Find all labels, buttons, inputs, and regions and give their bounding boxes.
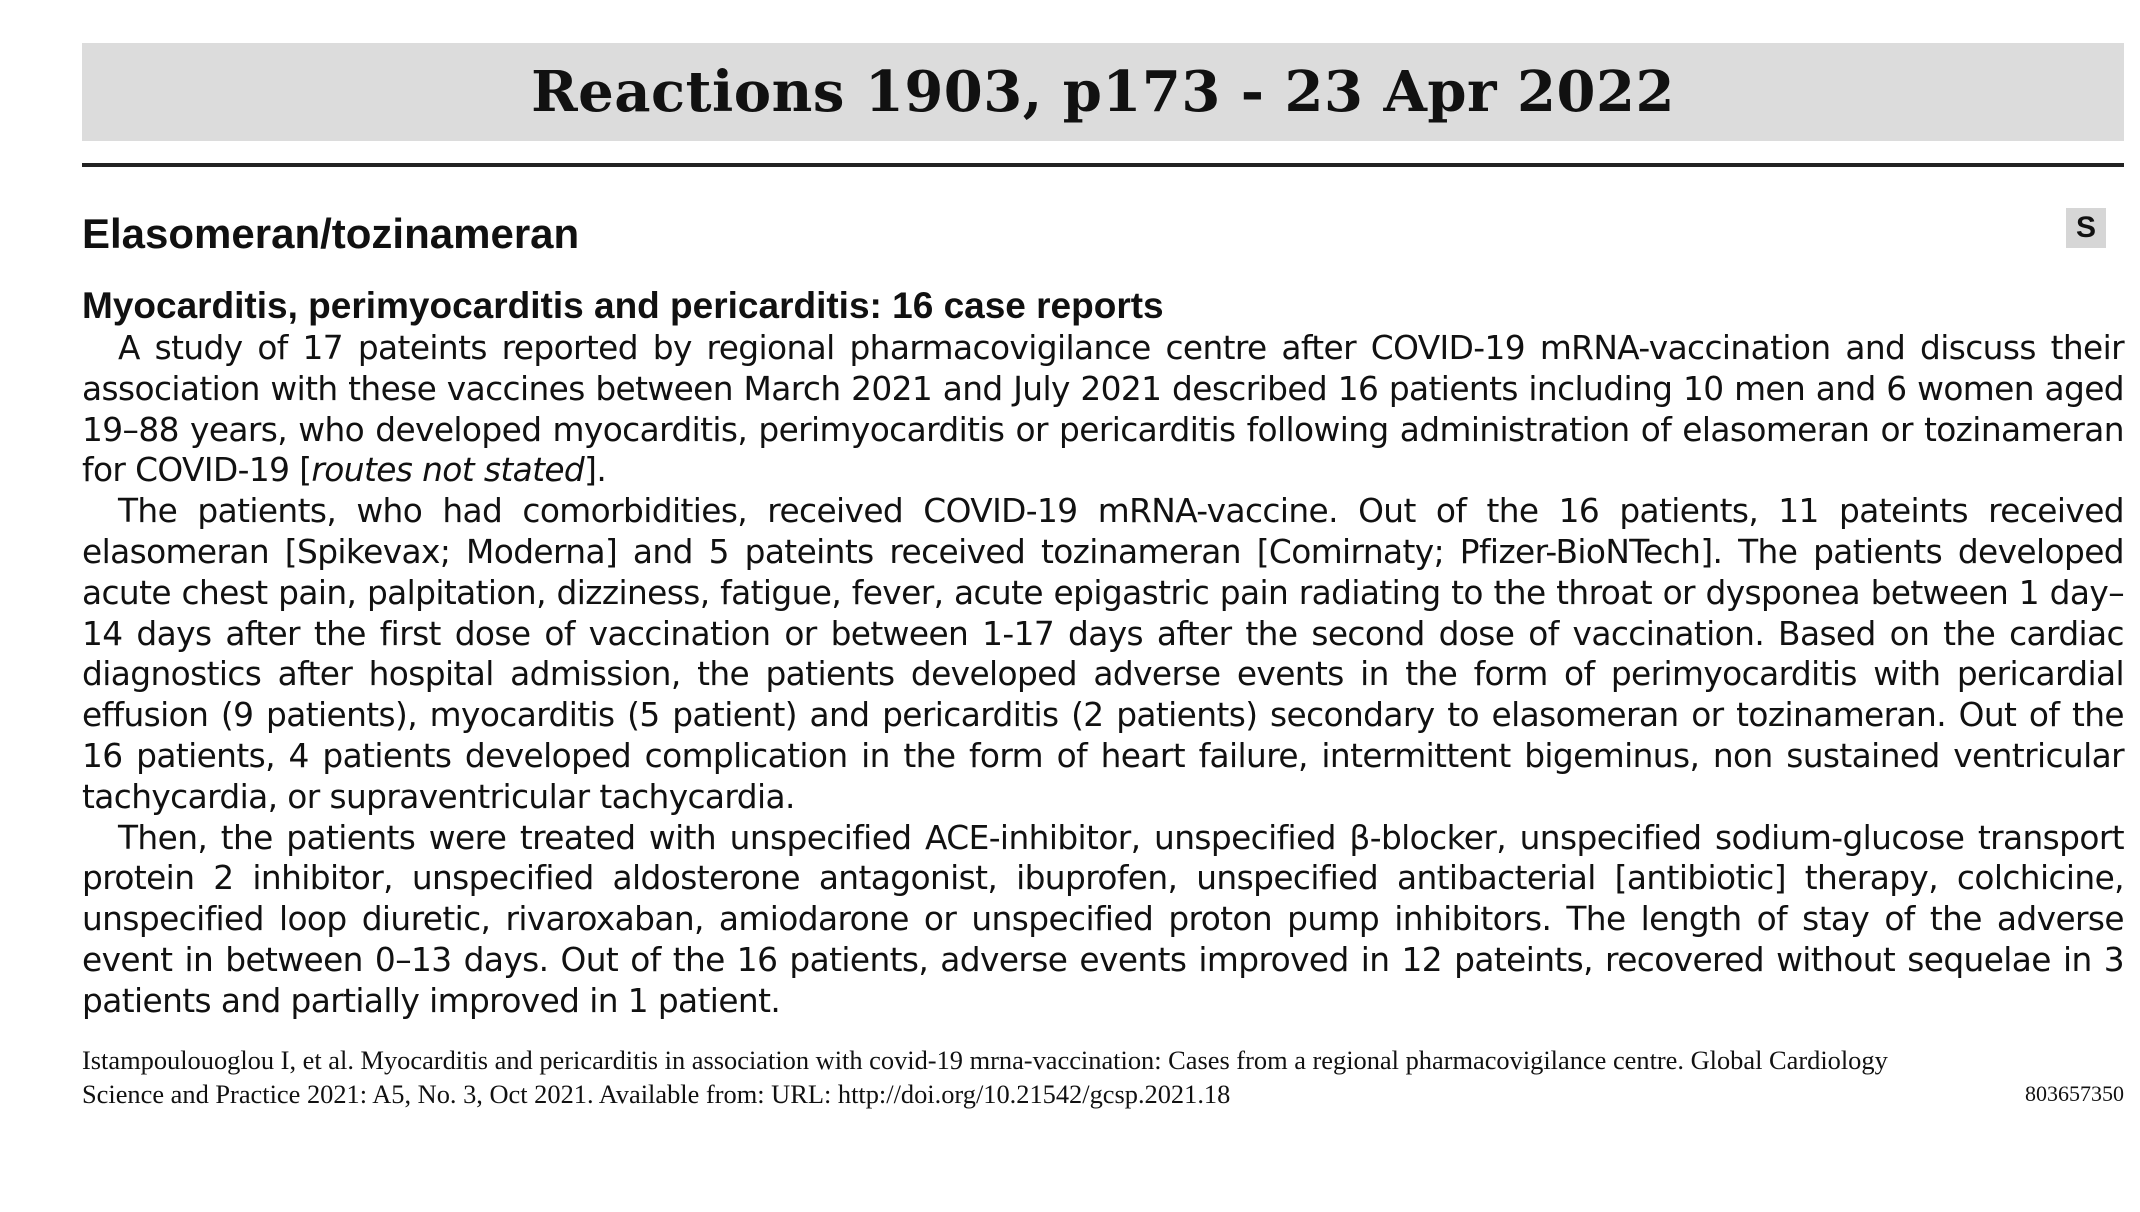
article-body (82, 328, 2124, 1022)
header-divider (82, 163, 2124, 167)
paragraph-1-text: A study of 17 pateints reported by regional pharmacovigilance centre after COVID-19 mRNA-vaccination and discuss their association with these vaccines between March 2021 and July 2021 described 16 patients including 10 men and 6 women aged 19–88 years, who developed myocarditis, perimyocarditis or pericarditis following administration of elasomeran or tozinameran for COVID-19 [ (82, 329, 2124, 490)
drug-name-heading: Elasomeran/tozinameran (82, 210, 580, 257)
reference-citation (82, 1043, 2124, 1111)
paragraph-1-end: ]. (584, 451, 607, 490)
report-id: 803657350 (2025, 1081, 2124, 1106)
serious-badge: S (2066, 208, 2106, 248)
reference-line-2: Science and Practice 2021: A5, No. 3, Oct 2021. Available from: URL: http://doi.org/10.21542/gcsp.2021.18 (82, 1079, 1231, 1109)
article-title: Myocarditis, perimyocarditis and pericarditis: 16 case reports (82, 285, 1164, 326)
reference-line-1: Istampoulouoglou I, et al. Myocarditis and pericarditis in association with covid-19 mrna-vaccination: Cases from a regional pharmacovigilance centre. Global Cardiology (82, 1045, 1888, 1075)
paragraph-1-italic: routes not stated (311, 451, 585, 490)
paragraph-1 (82, 328, 2124, 491)
journal-header-bar (82, 43, 2124, 141)
paragraph-2: The patients, who had comorbidities, received COVID-19 mRNA-vaccine. Out of the 16 patients, 11 pateints received elasomeran [Spikevax; Moderna] and 5 pateints received tozinameran [Comirnaty; Pfizer-BioNTech]. The patients developed acute chest pain, palpitation, dizziness, fatigue, fever, acute epigastric pain radiating to the throat or dysponea between 1 day–14 days after the first dose of vaccination or between 1-17 days after the second dose of vaccination. Based on the cardiac diagnostics after hospital admission, the patients developed adverse events in the form of perimyocarditis with pericardial effusion (9 patients), myocarditis (5 patient) and pericarditis (2 patients) secondary to elasomeran or tozinameran. Out of the 16 patients, 4 patients developed complication in the form of heart failure, intermittent bigeminus, non sustained ventricular tachycardia, or supraventricular tachycardia. (82, 492, 2124, 816)
paragraph-3: Then, the patients were treated with unspecified ACE-inhibitor, unspecified β-blocker, unspecified sodium-glucose transport protein 2 inhibitor, unspecified aldosterone antagonist, ibuprofen, unspecified antibacterial [antibiotic] therapy, colchicine, unspecified loop diuretic, rivaroxaban, amiodarone or unspecified proton pump inhibitors. The length of stay of the adverse event in between 0–13 days. Out of the 16 patients, adverse events improved in 12 pateints, recovered without sequelae in 3 patients and partially improved in 1 patient. (82, 818, 2124, 1020)
journal-header-title: Reactions 1903, p173 - 23 Apr 2022 (531, 59, 1675, 125)
